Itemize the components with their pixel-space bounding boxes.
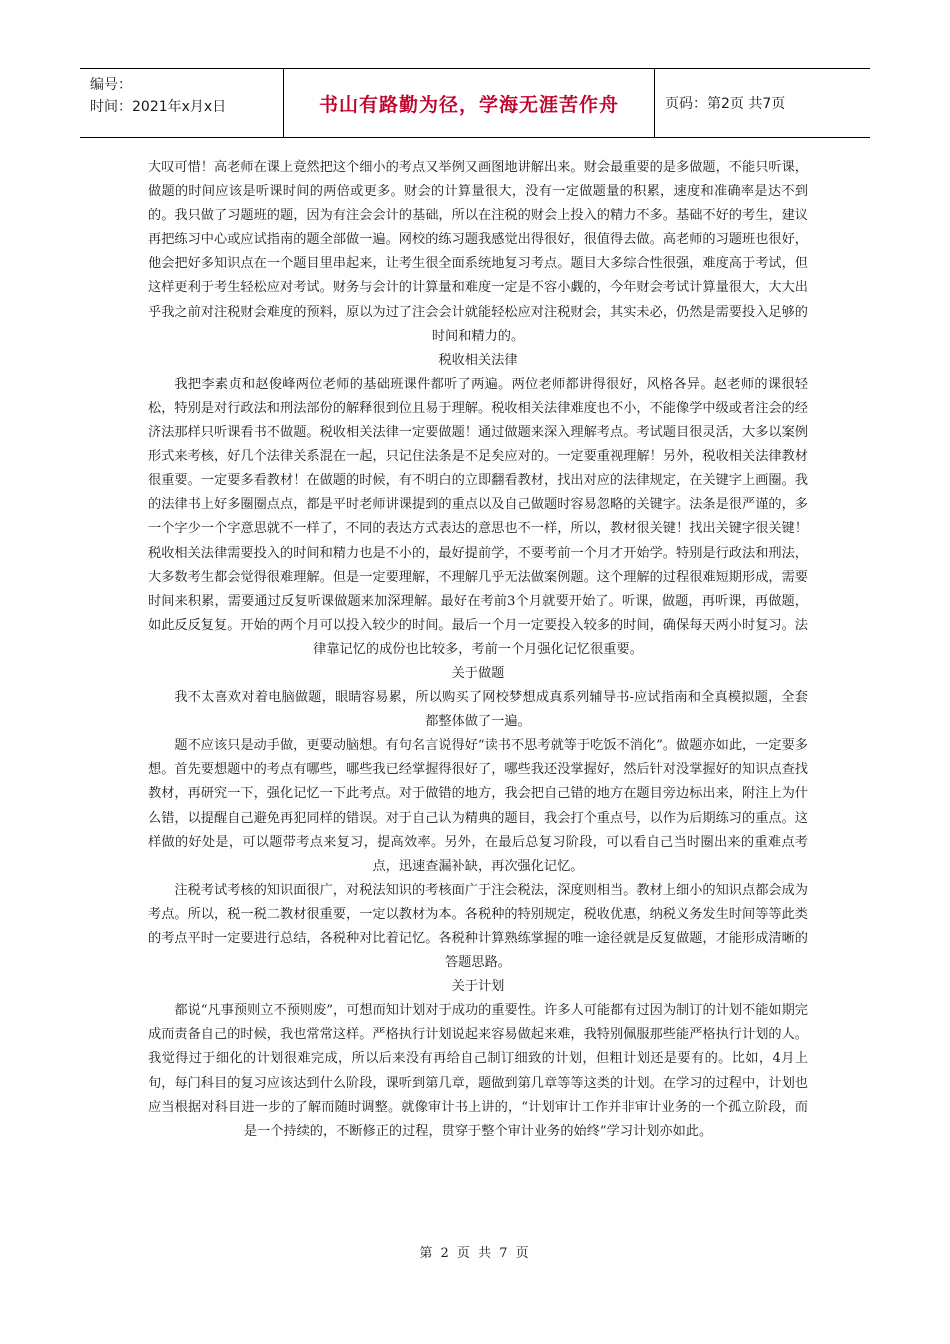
- page-label: 页码：第2页 共7页: [665, 96, 786, 112]
- paragraph: 注税考试考核的知识面很广，对税法知识的考核面广于注会税法，深度则相当。教材上细小的知识点都会成为考点。所以，税一税二教材很重要，一定以教材为本。各税种的特别规定，税收优惠，纳税义务发生时间等等此类的考点平时一定要进行总结，各税种对比着记忆。各税种计算熟练掌握的唯一途径就是反复做题，才能形成清晰的答题思路。: [148, 882, 808, 971]
- paragraph: 都说“凡事预则立不预则废”，可想而知计划对于成功的重要性。许多人可能都有过因为制订的计划不能如期完成而责备自己的时候，我也常常这样。严格执行计划说起来容易做起来难，我特别佩服那些能严格执行计划的人。我觉得过于细化的计划很难完成，所以后来没有再给自己制订细致的计划，但粗计划还是要有的。比如，4月上旬，每门科目的复习应该达到什么阶段，课听到第几章，题做到第几章等等这类的计划。在学习的过程中，计划也应当根据对科目进一步的了解而随时调整。就像审计书上讲的，“计划审计工作并非审计业务的一个孤立阶段，而是一个持续的，不断修正的过程，贯穿于整个审计业务的始终”学习计划亦如此。: [148, 1003, 808, 1139]
- motto: 书山有路勤为径，学海无涯苦作舟: [284, 69, 655, 137]
- document-body: [148, 156, 808, 1144]
- page-header: [80, 68, 870, 138]
- section-heading: 关于计划: [451, 979, 505, 995]
- header-meta: [80, 69, 284, 137]
- paragraph: 题不应该只是动手做，更要动脑想。有句名言说得好“读书不思考就等于吃饭不消化”。做题亦如此，一定要多想。首先要想题中的考点有哪些，哪些我已经掌握得很好了，哪些我还没掌握好，然后针对没掌握好的知识点查找教材，再研究一下，强化记忆一下此考点。对于做错的地方，我会把自己错的地方在题目旁边标出来，附注上为什么错，以提醒自己避免再犯同样的错误。对于自己认为精典的题目，我会打个重点号，以作为后期练习的重点。这样做的好处是，可以题带考点来复习，提高效率。另外，在最后总复习阶段，可以看自己当时圈出来的重难点考点，迅速查漏补缺，再次强化记忆。: [148, 738, 808, 874]
- paragraph: 大叹可惜！高老师在课上竟然把这个细小的考点又举例又画图地讲解出来。财会最重要的是多做题，不能只听课，做题的时间应该是听课时间的两倍或更多。财会的计算量很大，没有一定做题量的积累，速度和准确率是达不到的。我只做了习题班的题，因为有注会会计的基础，所以在注税的财会上投入的精力不多。基础不好的考生，建议再把练习中心或应试指南的题全部做一遍。网校的练习题我感觉出得很好，很值得去做。高老师的习题班也很好，他会把好多知识点在一个题目里串起来，让考生很全面系统地复习考点。题目大多综合性很强，难度高于考试，但这样更利于考生轻松应对考试。财务与会计的计算量和难度一定是不容小觑的，今年财会考试计算量很大，大大出乎我之前对注税财会难度的预料，原以为过了注会会计就能轻松应对注税财会，其实未必，仍然是需要投入足够的时间和精力的。: [148, 160, 808, 344]
- page-footer: 第 2 页 共 7 页: [419, 1246, 531, 1261]
- paragraph: 我把李素贞和赵俊峰两位老师的基础班课件都听了两遍。两位老师都讲得很好，风格各异。赵老师的课很轻松，特别是对行政法和刑法部份的解释很到位且易于理解。税收相关法律难度也不小，不能像学中级或者注会的经济法那样只听课看书不做题。税收相关法律一定要做题！通过做题来深入理解考点。考试题目很灵活，大多以案例形式来考核，好几个法律关系混在一起，只记住法条是不足矣应对的。一定要重视理解！另外，税收相关法律教材很重要。一定要多看教材！在做题的时候，有不明白的立即翻看教材，找出对应的法律规定，在关键字上画圈。我的法律书上好多圈圈点点，都是平时老师讲课提到的重点以及自己做题时容易忽略的关键字。法条是很严谨的，多一个字少一个字意思就不一样了，不同的表达方式表达的意思也不一样，所以，教材很关键！找出关键字很关键！税收相关法律需要投入的时间和精力也是不小的，最好提前学，不要考前一个月才开始学。特别是行政法和刑法，大多数考生都会觉得很难理解。但是一定要理解，不理解几乎无法做案例题。这个理解的过程很难短期形成，需要时间来积累，需要通过反复听课做题来加深理解。最好在考前3个月就要开始了。听课，做题，再听课，再做题，如此反反复复。开始的两个月可以投入较少的时间。最后一个月一定要投入较多的时间，确保每天两小时复习。法律靠记忆的成份也比较多，考前一个月强化记忆很重要。: [148, 376, 808, 657]
- paragraph: 我不太喜欢对着电脑做题，眼睛容易累，所以购买了网校梦想成真系列辅导书-应试指南和全真模拟题，全套都整体做了一遍。: [174, 690, 808, 730]
- time-label: 时间：2021年x月x日: [90, 99, 227, 115]
- number-label: 编号：: [90, 77, 132, 93]
- section-heading: 税收相关法律: [438, 352, 518, 368]
- section-heading: 关于做题: [451, 665, 505, 681]
